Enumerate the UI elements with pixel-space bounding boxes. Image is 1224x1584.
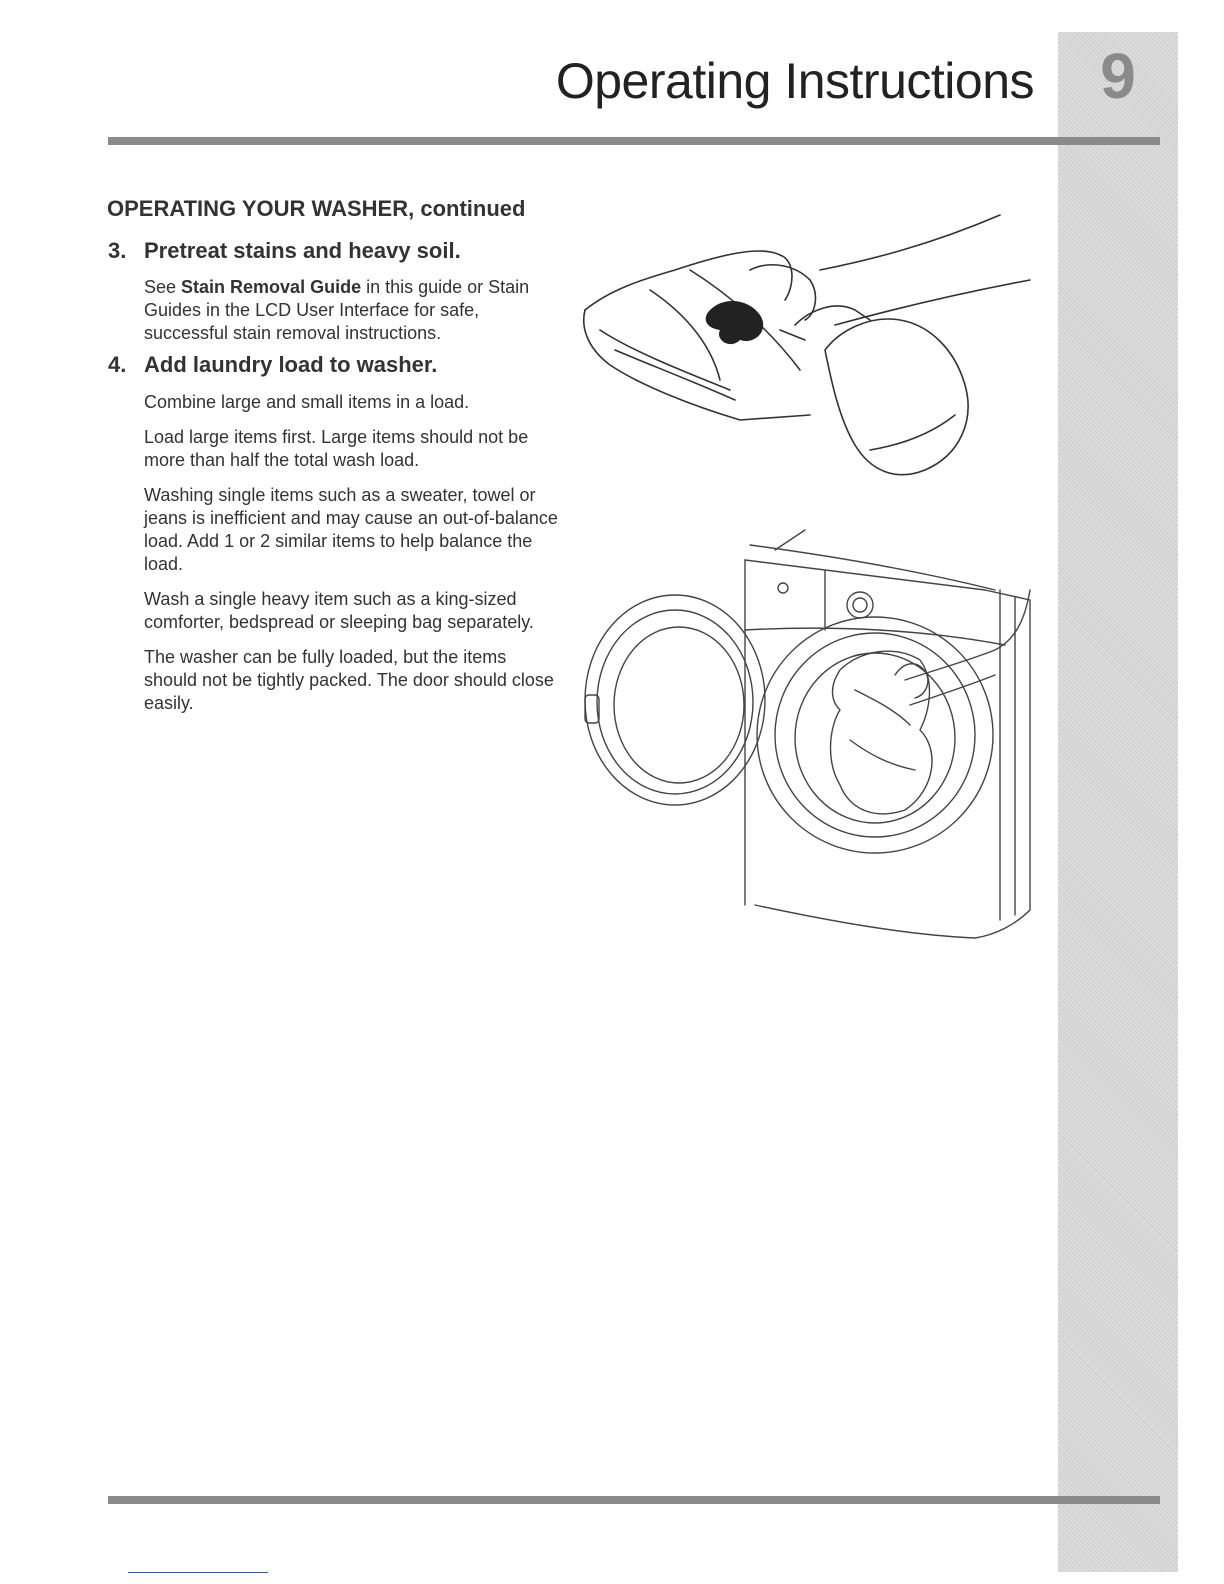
fabric-fold-4 <box>650 290 720 380</box>
laundry-fold-2 <box>850 740 915 770</box>
washer-top-corner <box>775 530 805 550</box>
step-3-body <box>144 276 534 357</box>
step-4-body <box>144 391 564 727</box>
selector-knob-center-icon <box>853 598 867 612</box>
step-4-paragraph-3: Washing single items such as a sweater, towel or jeans is inefficient and may cause an out-of-balance load. Add 1 or 2 similar items to help balance the load. <box>144 485 558 574</box>
section-heading: OPERATING YOUR WASHER, continued <box>107 196 526 221</box>
spray-bottle-body <box>825 319 968 475</box>
spray-trigger <box>795 306 870 325</box>
step-4-title-text: Add laundry load to washer. <box>144 352 438 377</box>
spray-bottle-base <box>870 415 955 450</box>
control-panel-bottom <box>745 628 1005 645</box>
washer-loading-illustration <box>575 510 1045 950</box>
side-tab <box>1058 32 1178 1572</box>
stain-pretreat-illustration <box>570 200 1040 490</box>
hand-fingers <box>895 664 928 698</box>
stain-removal-guide-ref: Stain Removal Guide <box>181 277 362 297</box>
washer-door-inner <box>597 610 753 794</box>
fabric-fold-1 <box>600 330 730 390</box>
washer-top-edge <box>750 545 995 590</box>
stain-spot <box>706 301 764 344</box>
step-4-number: 4. <box>108 352 127 377</box>
page-title: Operating Instructions <box>555 53 1034 109</box>
washer-cabinet <box>745 560 1030 938</box>
washer-door-glass <box>614 627 744 783</box>
step-3-paragraph: See Stain Removal Guide in this guide or Stain Guides in the LCD User Interface for safe, successful stain removal instructions. <box>144 277 530 343</box>
drum-interior <box>795 653 955 823</box>
arm-outline-top <box>820 215 1000 270</box>
fabric-front-edge <box>584 310 810 420</box>
footer-rule <box>108 1496 1160 1504</box>
step-3-title <box>108 238 461 264</box>
selector-knob-icon <box>847 592 873 618</box>
fabric-fold-2 <box>615 350 735 400</box>
step-4-title <box>108 352 437 378</box>
page-number: 9 <box>1100 40 1136 112</box>
power-button-icon <box>778 583 788 593</box>
step-4-paragraph-2: Load large items first. Large items should not be more than half the total wash load. <box>144 427 529 470</box>
hand-outline <box>750 265 815 320</box>
header-rule <box>108 137 1160 145</box>
arm-outline-bottom <box>835 280 1030 325</box>
laundry-fold-1 <box>855 690 910 725</box>
step-4-paragraph-5: The washer can be fully loaded, but the items should not be tightly packed. The door should close easily. <box>144 647 554 713</box>
arm-underside <box>910 675 995 705</box>
step-3-number: 3. <box>108 238 127 263</box>
step-3-title-text: Pretreat stains and heavy soil. <box>144 238 461 263</box>
step-4-paragraph-1: Combine large and small items in a load. <box>144 392 470 412</box>
step-4-paragraph-4: Wash a single heavy item such as a king-sized comforter, bedspread or sleeping bag separately. <box>144 589 534 632</box>
spray-nozzle <box>780 330 805 340</box>
drum-opening-inner <box>775 633 975 837</box>
fabric-top-edge <box>585 251 792 310</box>
footer-underline <box>128 1572 268 1573</box>
